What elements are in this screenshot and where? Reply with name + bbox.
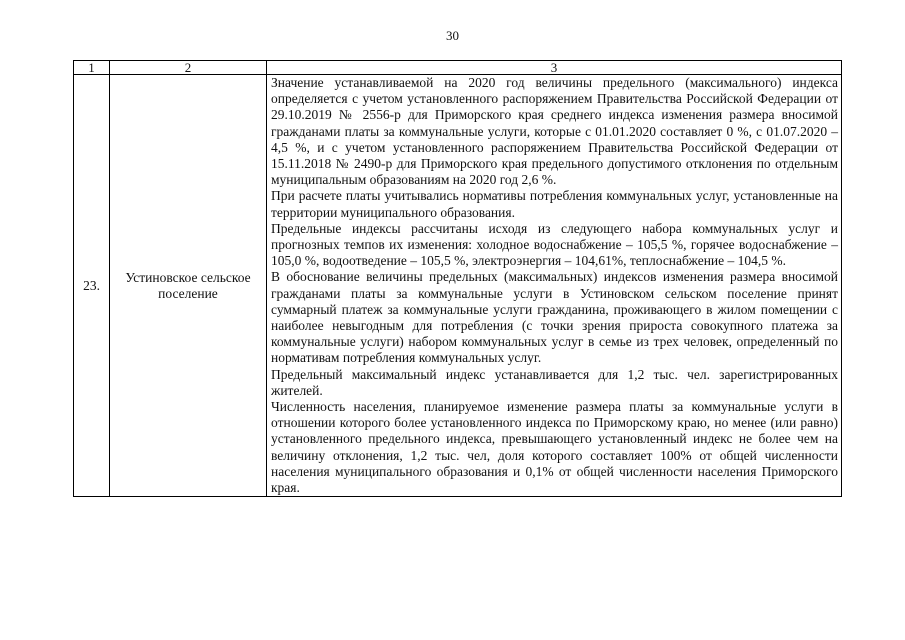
municipality-name: Устиновское сельское поселение xyxy=(110,75,267,497)
document-table xyxy=(73,60,842,497)
paragraph-population-index: Предельный максимальный индекс устанавливается для 1,2 тыс. чел. зарегистрированных жителей. xyxy=(271,366,838,398)
paragraph-population-share: Численность населения, планируемое изменение размера платы за коммунальные услуги в отношении которого более установленного индекса по Приморскому краю, но менее (или равно) установленного предельного индекса, превышающего установленный индекс не более чем на величину отклонения, 1,2 тыс. чел, доля которого составляет 100% от общей численности населения муниципального образования и 0,1% от общей численности населения Приморского края. xyxy=(271,399,838,496)
column-header-3: 3 xyxy=(267,61,842,75)
paragraph-index-basis: Значение устанавливаемой на 2020 год величины предельного (максимального) индекса определяется с учетом установленного распоряжением Правительства Российской Федерации от 29.10.2019 № 2556-р для Приморского края среднего индекса изменения размера вносимой гражданами платы за коммунальные услуги, которые с 01.01.2020 составляет 0 %, с 01.07.2020 – 4,5 %, и с учетом установленного распоряжением Правительства Российской Федерации от 15.11.2018 № 2490-р для Приморского края предельного допустимого отклонения по отдельным муниципальным образованиям на 2020 год 2,6 %. xyxy=(271,75,838,188)
paragraph-justification: В обоснование величины предельных (максимальных) индексов изменения размера вносимой гражданами платы за коммунальные услуги в Устиновском сельском поселение принят суммарный платеж за коммунальные услуги гражданина, проживающего в жилом помещении с наиболее невыгодным для потребления (с точки зрения прироста совокупного платежа за коммунальные услуги) набором коммунальных услуг в семье из трех человек, определенный по нормативам потребления коммунальных услуг. xyxy=(271,269,838,366)
column-header-2: 2 xyxy=(110,61,267,75)
row-number: 23. xyxy=(74,75,110,497)
paragraph-norms: При расчете платы учитывались нормативы потребления коммунальных услуг, установленные на территории муниципального образования. xyxy=(271,188,838,220)
description-cell xyxy=(267,75,842,497)
page-number: 30 xyxy=(446,28,459,43)
paragraph-service-rates: Предельные индексы рассчитаны исходя из следующего набора коммунальных услуг и прогнозных темпов их изменения: холодное водоснабжение – 105,5 %, горячее водоснабжение – 105,0 %, водоотведение – 105,5 %, электроэнергия – 104,61%, теплоснабжение – 104,5 %. xyxy=(271,220,838,269)
table-row xyxy=(74,75,842,497)
table-header-row xyxy=(74,61,842,75)
column-header-1: 1 xyxy=(74,61,110,75)
